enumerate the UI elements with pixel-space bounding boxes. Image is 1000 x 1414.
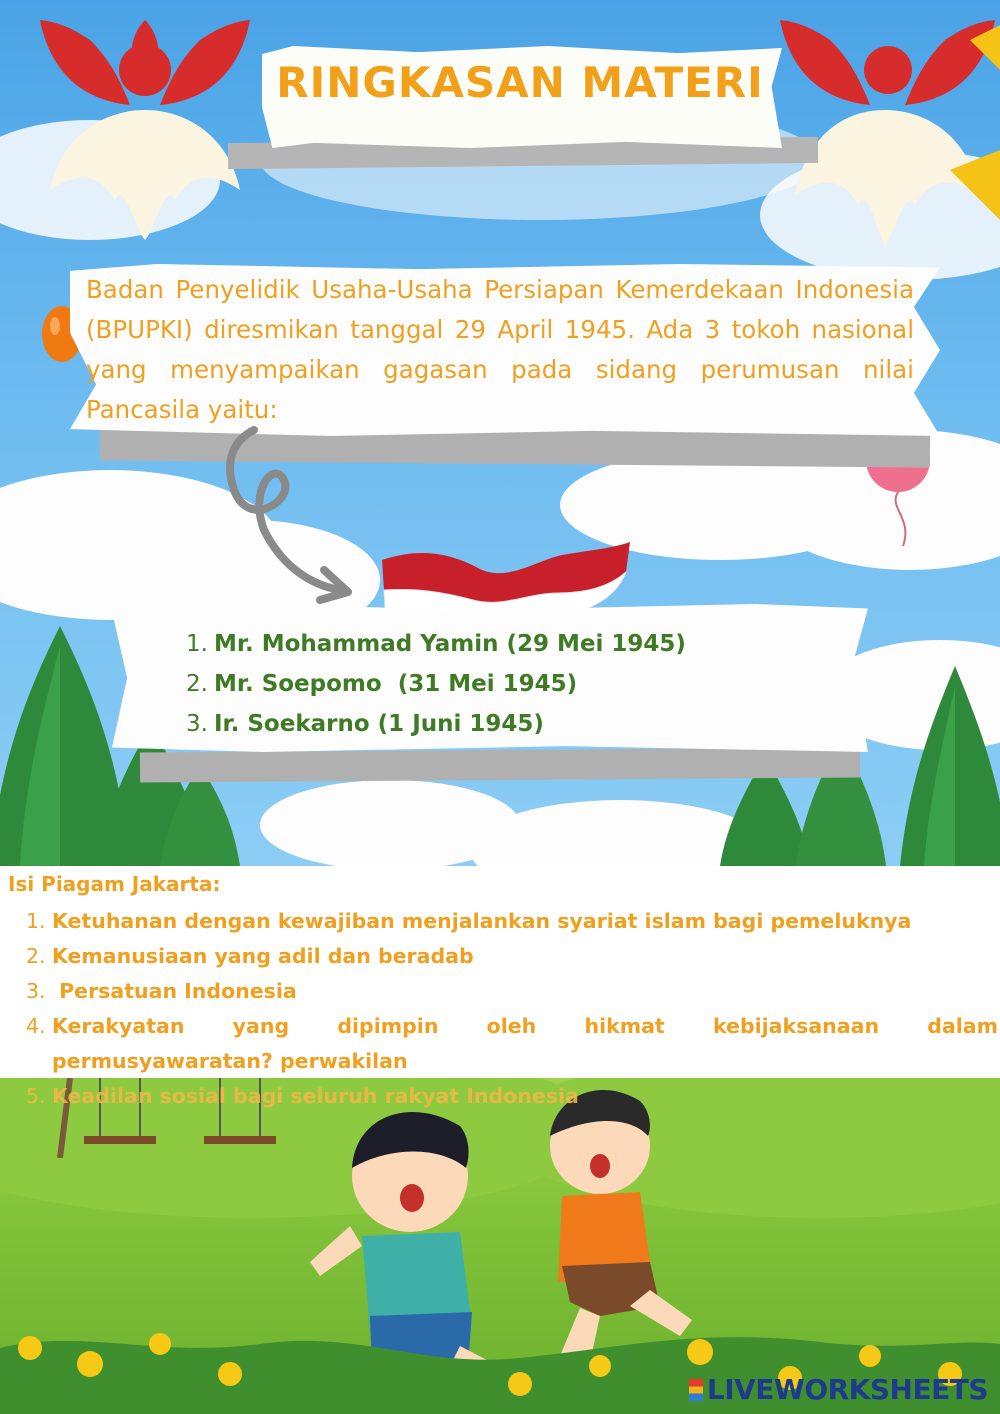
garuda-icon	[20, 0, 270, 240]
arrow-icon	[224, 420, 364, 610]
garuda-icon	[770, 0, 1000, 250]
piagam-title: Isi Piagam Jakarta:	[8, 872, 221, 896]
list-item: 2. Mr. Soepomo (31 Mei 1945)	[186, 671, 578, 697]
page-title: RINGKASAN MATERI	[276, 58, 764, 107]
piagam-list	[26, 904, 998, 1114]
list-item: 4. Kerakyatan yang dipimpin oleh hikmat kebijaksanaan dalam permusyawaratan? perwakilan	[26, 1014, 998, 1073]
intro-paragraph: Badan Penyelidik Usaha-Usaha Persiapan Kemerdekaan Indonesia (BPUPKI) diresmikan tanggal 29 April 1945. Ada 3 tokoh nasional yang menyampaikan gagasan pada sidang perumusan nilai Pancasila yaitu:	[86, 275, 914, 424]
liveworksheets-logo: LIVEWORKSHEETS	[689, 1373, 988, 1406]
list-item: 3. Persatuan Indonesia	[26, 979, 297, 1003]
tree-icon	[900, 666, 1000, 866]
list-item: 1. Ketuhanan dengan kewajiban menjalankan syariat islam bagi pemeluknya	[26, 909, 912, 933]
list-item: 3. Ir. Soekarno (1 Juni 1945)	[186, 711, 544, 737]
list-tape	[140, 747, 860, 782]
list-item: 5. Keadilan sosial bagi seluruh rakyat Indonesia	[26, 1084, 579, 1108]
tokoh-list	[186, 624, 686, 744]
logo-mark-icon	[689, 1379, 703, 1401]
list-item: 1. Mr. Mohammad Yamin (29 Mei 1945)	[186, 631, 686, 657]
list-item: 2. Kemanusiaan yang adil dan beradab	[26, 944, 474, 968]
grass-background	[0, 1078, 1000, 1414]
